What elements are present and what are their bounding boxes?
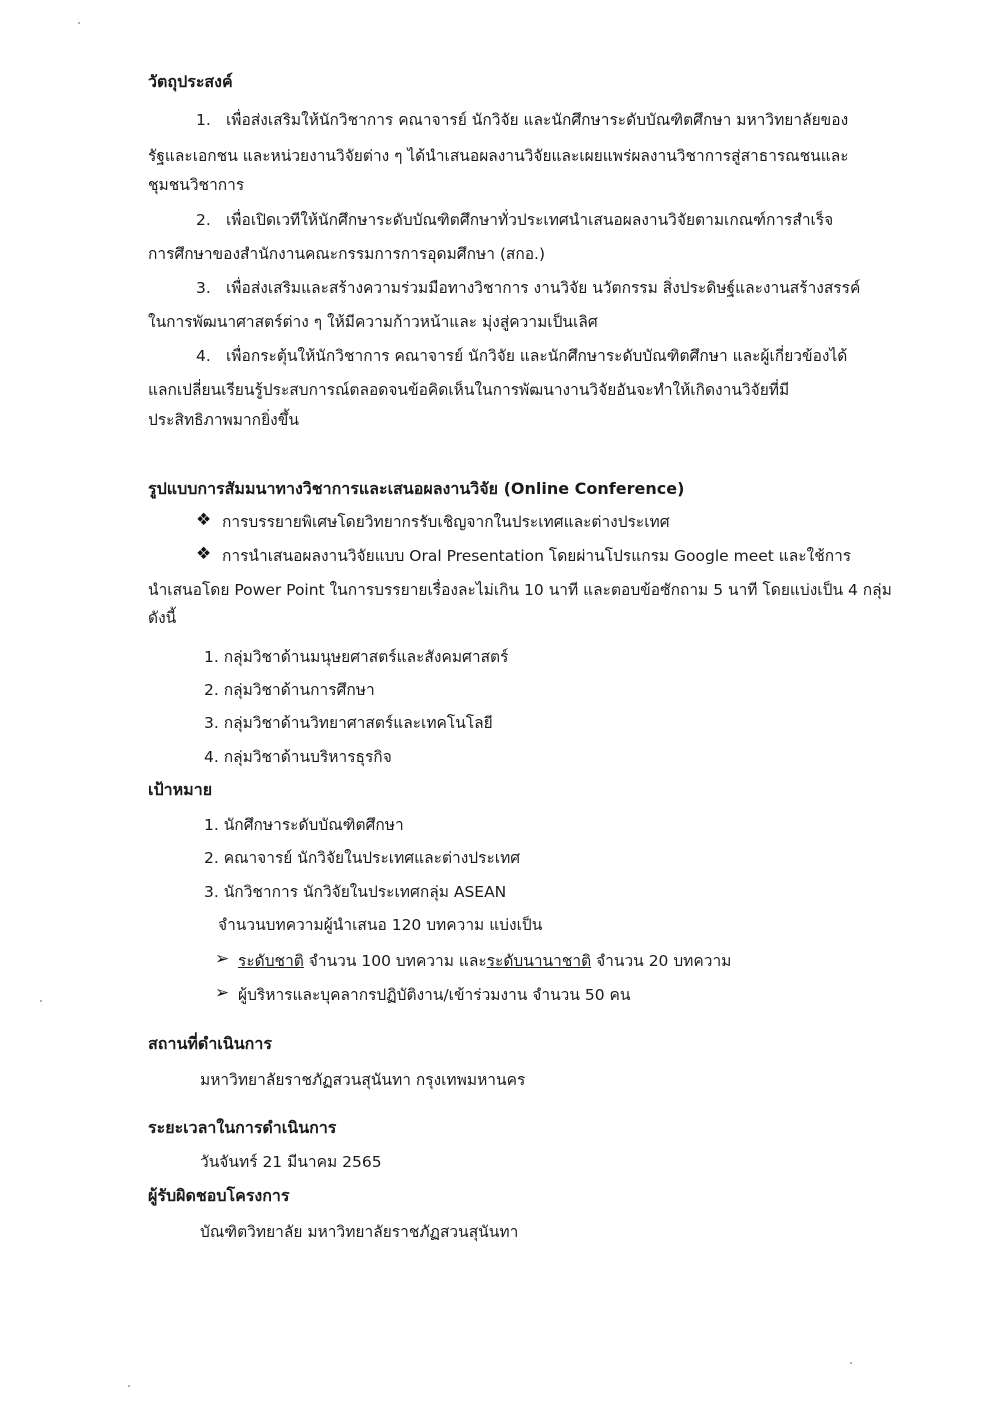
responsible-heading: ผู้รับผิดชอบโครงการ	[148, 1186, 290, 1205]
format-bullet-2-line-1: การนำเสนอผลงานวิจัยแบบ Oral Presentation โดยผ่านโปรแกรม Google meet และใช้การ	[222, 547, 852, 565]
objective-2-number: 2.	[196, 211, 211, 229]
objective-3-line-2: ในการพัฒนาศาสตร์ต่าง ๆ ให้มีความก้าวหน้าและ มุ่งสู่ความเป็นเลิศ	[148, 313, 598, 331]
scan-speck	[128, 1385, 130, 1387]
arrow-bullet-icon: ➢	[215, 983, 230, 1003]
target-arrow-1	[238, 951, 731, 971]
format-bullet-2-line-3: ดังนี้	[148, 609, 177, 627]
objective-1-line-2: รัฐและเอกชน และหน่วยงานวิจัยต่าง ๆ ได้นำเสนอผลงานวิจัยและเผยแพร่ผลงานวิชาการสู่สาธารณชนและ	[148, 147, 849, 165]
venue-value: มหาวิทยาลัยราชภัฏสวนสุนันทา กรุงเทพมหานคร	[200, 1071, 526, 1089]
arrow-bullet-icon: ➢	[215, 949, 230, 969]
format-heading: รูปแบบการสัมมนาทางวิชาการและเสนอผลงานวิจัย (Online Conference)	[148, 479, 685, 498]
group-item-4: 4. กลุ่มวิชาด้านบริหารธุรกิจ	[204, 748, 392, 766]
international-level-label: ระดับนานาชาติ	[486, 952, 592, 970]
objective-1-line-3: ชุมชนวิชาการ	[148, 176, 245, 194]
objective-4-line-3: ประสิทธิภาพมากยิ่งขึ้น	[148, 411, 299, 429]
objective-1-number: 1.	[196, 111, 211, 129]
diamond-bullet-icon: ❖	[196, 510, 212, 530]
period-heading: ระยะเวลาในการดำเนินการ	[148, 1118, 337, 1137]
international-count-text: จำนวน 20 บทความ	[591, 952, 732, 970]
diamond-bullet-icon: ❖	[196, 544, 212, 564]
group-item-3: 3. กลุ่มวิชาด้านวิทยาศาสตร์และเทคโนโลยี	[204, 714, 493, 732]
group-item-2: 2. กลุ่มวิชาด้านการศึกษา	[204, 681, 375, 699]
target-heading: เป้าหมาย	[148, 780, 213, 799]
objective-4-line-1: เพื่อกระตุ้นให้นักวิชาการ คณาจารย์ นักวิจัย และนักศึกษาระดับบัณฑิตศึกษา และผู้เกี่ยวข้องได้	[226, 347, 848, 365]
objectives-heading: วัตถุประสงค์	[148, 72, 233, 91]
scan-speck	[78, 22, 80, 24]
target-item-1: 1. นักศึกษาระดับบัณฑิตศึกษา	[204, 816, 404, 834]
format-bullet-1: การบรรยายพิเศษโดยวิทยากรรับเชิญจากในประเทศและต่างประเทศ	[222, 513, 670, 531]
target-count-line: จำนวนบทความผู้นำเสนอ 120 บทความ แบ่งเป็น	[218, 916, 543, 934]
venue-heading: สถานที่ดำเนินการ	[148, 1034, 272, 1053]
scan-speck	[850, 1362, 852, 1364]
objective-4-line-2: แลกเปลี่ยนเรียนรู้ประสบการณ์ตลอดจนข้อคิดเห็นในการพัฒนางานวิจัยอันจะทำให้เกิดงานวิจัยที่มี	[148, 381, 790, 399]
format-bullet-2-line-2: นำเสนอโดย Power Point ในการบรรยายเรื่องละไม่เกิน 10 นาที และตอบข้อซักถาม 5 นาที โดยแบ่งเป็น 4 กลุ่ม	[148, 581, 892, 599]
target-item-2: 2. คณาจารย์ นักวิจัยในประเทศและต่างประเทศ	[204, 849, 521, 867]
objective-1-line-1: เพื่อส่งเสริมให้นักวิชาการ คณาจารย์ นักวิจัย และนักศึกษาระดับบัณฑิตศึกษา มหาวิทยาลัยของ	[226, 111, 849, 129]
objective-3-line-1: เพื่อส่งเสริมและสร้างความร่วมมือทางวิชาการ งานวิจัย นวัตกรรม สิ่งประดิษฐ์และงานสร้างสรรค์	[226, 279, 861, 297]
scan-speck	[40, 1000, 42, 1002]
group-item-1: 1. กลุ่มวิชาด้านมนุษยศาสตร์และสังคมศาสตร์	[204, 648, 509, 666]
responsible-value: บัณฑิตวิทยาลัย มหาวิทยาลัยราชภัฏสวนสุนันทา	[200, 1223, 519, 1241]
objective-3-number: 3.	[196, 279, 211, 297]
national-level-label: ระดับชาติ	[238, 952, 304, 970]
objective-2-line-1: เพื่อเปิดเวทีให้นักศึกษาระดับบัณฑิตศึกษาทั่วประเทศนำเสนอผลงานวิจัยตามเกณฑ์การสำเร็จ	[226, 211, 834, 229]
objective-4-number: 4.	[196, 347, 211, 365]
period-value: วันจันทร์ 21 มีนาคม 2565	[200, 1153, 382, 1171]
objective-2-line-2: การศึกษาของสำนักงานคณะกรรมการการอุดมศึกษา (สกอ.)	[148, 245, 546, 263]
national-count-text: จำนวน 100 บทความ และ	[303, 952, 487, 970]
target-arrow-2: ผู้บริหารและบุคลากรปฏิบัติงาน/เข้าร่วมงาน จำนวน 50 คน	[238, 986, 631, 1004]
target-item-3: 3. นักวิชาการ นักวิจัยในประเทศกลุ่ม ASEAN	[204, 883, 507, 901]
